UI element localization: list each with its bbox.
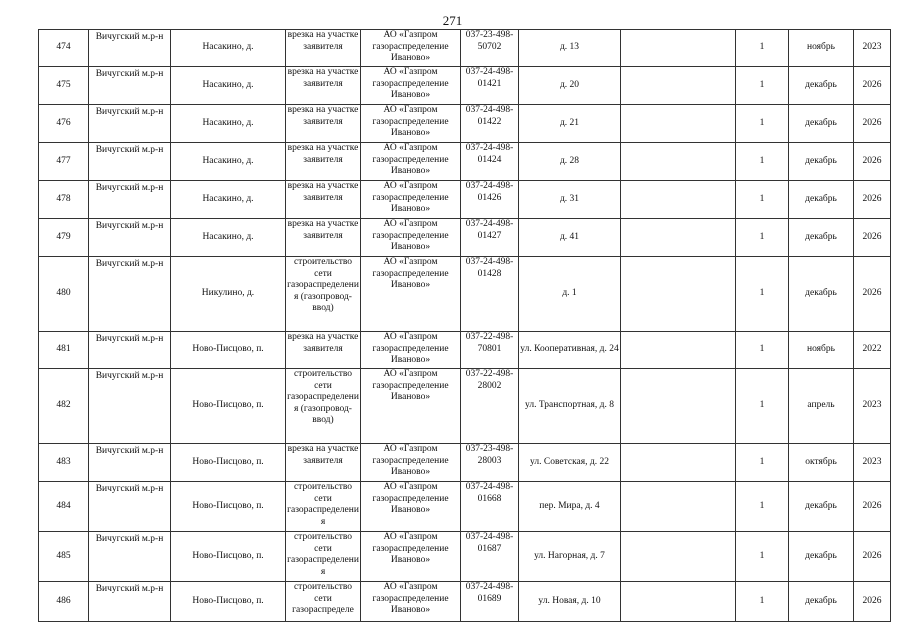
organization-cell: АО «Газпром газораспределение Иваново» bbox=[361, 219, 461, 257]
table-row bbox=[39, 30, 891, 67]
table-row bbox=[39, 181, 891, 219]
page-number: 271 bbox=[442, 13, 463, 28]
empty-cell bbox=[621, 30, 736, 67]
organization-cell: АО «Газпром газораспределение Иваново» bbox=[361, 332, 461, 369]
district-cell: Вичугский м.р-н bbox=[89, 30, 171, 67]
connection-method-cell: врезка на участке заявителя bbox=[286, 181, 361, 219]
empty-cell bbox=[621, 105, 736, 143]
row-number: 483 bbox=[39, 444, 89, 482]
connection-method-cell: строительство сети газораспределения bbox=[286, 532, 361, 582]
table-row bbox=[39, 482, 891, 532]
month-cell: октябрь bbox=[789, 444, 854, 482]
settlement-cell: Ново-Писцово, п. bbox=[171, 582, 286, 622]
request-code-cell: 037-22-498-28002 bbox=[461, 369, 519, 444]
month-cell: ноябрь bbox=[789, 332, 854, 369]
address-cell: д. 31 bbox=[519, 181, 621, 219]
quantity-cell: 1 bbox=[736, 67, 789, 105]
row-number: 481 bbox=[39, 332, 89, 369]
table-row bbox=[39, 532, 891, 582]
district-cell: Вичугский м.р-н bbox=[89, 143, 171, 181]
row-number: 479 bbox=[39, 219, 89, 257]
year-cell: 2026 bbox=[854, 181, 891, 219]
empty-cell bbox=[621, 532, 736, 582]
district-cell: Вичугский м.р-н bbox=[89, 532, 171, 582]
address-cell: д. 13 bbox=[519, 30, 621, 67]
district-cell: Вичугский м.р-н bbox=[89, 257, 171, 332]
row-number: 478 bbox=[39, 181, 89, 219]
address-cell: пер. Мира, д. 4 bbox=[519, 482, 621, 532]
row-number: 480 bbox=[39, 257, 89, 332]
year-cell: 2023 bbox=[854, 369, 891, 444]
month-cell: декабрь bbox=[789, 105, 854, 143]
quantity-cell: 1 bbox=[736, 143, 789, 181]
row-number: 485 bbox=[39, 532, 89, 582]
district-cell: Вичугский м.р-н bbox=[89, 369, 171, 444]
quantity-cell: 1 bbox=[736, 532, 789, 582]
request-code-cell: 037-22-498-70801 bbox=[461, 332, 519, 369]
organization-cell: АО «Газпром газораспределение Иваново» bbox=[361, 444, 461, 482]
request-code-cell: 037-24-498-01427 bbox=[461, 219, 519, 257]
settlement-cell: Насакино, д. bbox=[171, 219, 286, 257]
empty-cell bbox=[621, 582, 736, 622]
settlement-cell: Ново-Писцово, п. bbox=[171, 332, 286, 369]
district-cell: Вичугский м.р-н bbox=[89, 332, 171, 369]
year-cell: 2026 bbox=[854, 143, 891, 181]
table-row bbox=[39, 105, 891, 143]
connection-method-cell: врезка на участке заявителя bbox=[286, 143, 361, 181]
settlement-cell: Насакино, д. bbox=[171, 105, 286, 143]
table-row bbox=[39, 332, 891, 369]
empty-cell bbox=[621, 482, 736, 532]
year-cell: 2026 bbox=[854, 532, 891, 582]
settlement-cell: Никулино, д. bbox=[171, 257, 286, 332]
empty-cell bbox=[621, 444, 736, 482]
row-number: 476 bbox=[39, 105, 89, 143]
request-code-cell: 037-24-498-01424 bbox=[461, 143, 519, 181]
request-code-cell: 037-24-498-01421 bbox=[461, 67, 519, 105]
request-code-cell: 037-24-498-01687 bbox=[461, 532, 519, 582]
quantity-cell: 1 bbox=[736, 257, 789, 332]
district-cell: Вичугский м.р-н bbox=[89, 444, 171, 482]
month-cell: декабрь bbox=[789, 257, 854, 332]
organization-cell: АО «Газпром газораспределение Иваново» bbox=[361, 582, 461, 622]
request-code-cell: 037-24-498-01428 bbox=[461, 257, 519, 332]
settlement-cell: Насакино, д. bbox=[171, 30, 286, 67]
gas-connection-table bbox=[38, 29, 891, 622]
address-cell: ул. Новая, д. 10 bbox=[519, 582, 621, 622]
month-cell: декабрь bbox=[789, 582, 854, 622]
quantity-cell: 1 bbox=[736, 369, 789, 444]
district-cell: Вичугский м.р-н bbox=[89, 181, 171, 219]
settlement-cell: Насакино, д. bbox=[171, 181, 286, 219]
month-cell: декабрь bbox=[789, 532, 854, 582]
request-code-cell: 037-24-498-01689 bbox=[461, 582, 519, 622]
district-cell: Вичугский м.р-н bbox=[89, 482, 171, 532]
year-cell: 2026 bbox=[854, 105, 891, 143]
year-cell: 2023 bbox=[854, 444, 891, 482]
district-cell: Вичугский м.р-н bbox=[89, 67, 171, 105]
connection-method-cell: строительство сети газораспределения (газопровод-ввод) bbox=[286, 257, 361, 332]
empty-cell bbox=[621, 219, 736, 257]
organization-cell: АО «Газпром газораспределение Иваново» bbox=[361, 67, 461, 105]
organization-cell: АО «Газпром газораспределение Иваново» bbox=[361, 257, 461, 332]
row-number: 486 bbox=[39, 582, 89, 622]
table-row bbox=[39, 219, 891, 257]
quantity-cell: 1 bbox=[736, 219, 789, 257]
connection-method-cell: врезка на участке заявителя bbox=[286, 105, 361, 143]
row-number: 475 bbox=[39, 67, 89, 105]
connection-method-cell: врезка на участке заявителя bbox=[286, 67, 361, 105]
request-code-cell: 037-24-498-01426 bbox=[461, 181, 519, 219]
quantity-cell: 1 bbox=[736, 332, 789, 369]
address-cell: д. 41 bbox=[519, 219, 621, 257]
quantity-cell: 1 bbox=[736, 482, 789, 532]
connection-method-cell: врезка на участке заявителя bbox=[286, 332, 361, 369]
row-number: 474 bbox=[39, 30, 89, 67]
month-cell: декабрь bbox=[789, 482, 854, 532]
month-cell: ноябрь bbox=[789, 30, 854, 67]
year-cell: 2026 bbox=[854, 219, 891, 257]
row-number: 484 bbox=[39, 482, 89, 532]
organization-cell: АО «Газпром газораспределение Иваново» bbox=[361, 482, 461, 532]
address-cell: д. 20 bbox=[519, 67, 621, 105]
year-cell: 2026 bbox=[854, 257, 891, 332]
connection-method-cell: врезка на участке заявителя bbox=[286, 219, 361, 257]
settlement-cell: Насакино, д. bbox=[171, 143, 286, 181]
address-cell: ул. Нагорная, д. 7 bbox=[519, 532, 621, 582]
organization-cell: АО «Газпром газораспределение Иваново» bbox=[361, 181, 461, 219]
table-row bbox=[39, 369, 891, 444]
table-row bbox=[39, 67, 891, 105]
empty-cell bbox=[621, 181, 736, 219]
quantity-cell: 1 bbox=[736, 30, 789, 67]
month-cell: апрель bbox=[789, 369, 854, 444]
row-number: 477 bbox=[39, 143, 89, 181]
address-cell: д. 28 bbox=[519, 143, 621, 181]
empty-cell bbox=[621, 332, 736, 369]
year-cell: 2023 bbox=[854, 30, 891, 67]
organization-cell: АО «Газпром газораспределение Иваново» bbox=[361, 30, 461, 67]
district-cell: Вичугский м.р-н bbox=[89, 219, 171, 257]
connection-method-cell: строительство сети газораспределения bbox=[286, 482, 361, 532]
address-cell: ул. Кооперативная, д. 24 bbox=[519, 332, 621, 369]
address-cell: д. 21 bbox=[519, 105, 621, 143]
table-row bbox=[39, 257, 891, 332]
connection-method-cell: врезка на участке заявителя bbox=[286, 30, 361, 67]
settlement-cell: Насакино, д. bbox=[171, 67, 286, 105]
address-cell: ул. Транспортная, д. 8 bbox=[519, 369, 621, 444]
connection-method-cell: строительство сети газораспределения (газопровод-ввод) bbox=[286, 369, 361, 444]
empty-cell bbox=[621, 67, 736, 105]
connection-method-cell: врезка на участке заявителя bbox=[286, 444, 361, 482]
settlement-cell: Ново-Писцово, п. bbox=[171, 482, 286, 532]
month-cell: декабрь bbox=[789, 143, 854, 181]
table-row bbox=[39, 143, 891, 181]
month-cell: декабрь bbox=[789, 67, 854, 105]
request-code-cell: 037-24-498-01422 bbox=[461, 105, 519, 143]
request-code-cell: 037-23-498-50702 bbox=[461, 30, 519, 67]
empty-cell bbox=[621, 369, 736, 444]
settlement-cell: Ново-Писцово, п. bbox=[171, 532, 286, 582]
organization-cell: АО «Газпром газораспределение Иваново» bbox=[361, 105, 461, 143]
organization-cell: АО «Газпром газораспределение Иваново» bbox=[361, 369, 461, 444]
year-cell: 2022 bbox=[854, 332, 891, 369]
row-number: 482 bbox=[39, 369, 89, 444]
address-cell: ул. Советская, д. 22 bbox=[519, 444, 621, 482]
settlement-cell: Ново-Писцово, п. bbox=[171, 369, 286, 444]
organization-cell: АО «Газпром газораспределение Иваново» bbox=[361, 532, 461, 582]
quantity-cell: 1 bbox=[736, 105, 789, 143]
settlement-cell: Ново-Писцово, п. bbox=[171, 444, 286, 482]
month-cell: декабрь bbox=[789, 219, 854, 257]
month-cell: декабрь bbox=[789, 181, 854, 219]
organization-cell: АО «Газпром газораспределение Иваново» bbox=[361, 143, 461, 181]
empty-cell bbox=[621, 257, 736, 332]
district-cell: Вичугский м.р-н bbox=[89, 582, 171, 622]
quantity-cell: 1 bbox=[736, 582, 789, 622]
request-code-cell: 037-24-498-01668 bbox=[461, 482, 519, 532]
year-cell: 2026 bbox=[854, 582, 891, 622]
table-row bbox=[39, 444, 891, 482]
quantity-cell: 1 bbox=[736, 181, 789, 219]
empty-cell bbox=[621, 143, 736, 181]
quantity-cell: 1 bbox=[736, 444, 789, 482]
district-cell: Вичугский м.р-н bbox=[89, 105, 171, 143]
request-code-cell: 037-23-498-28003 bbox=[461, 444, 519, 482]
table-row bbox=[39, 582, 891, 622]
address-cell: д. 1 bbox=[519, 257, 621, 332]
connection-method-cell: строительство сети газораспределе bbox=[286, 582, 361, 622]
table-body bbox=[39, 30, 891, 622]
year-cell: 2026 bbox=[854, 482, 891, 532]
year-cell: 2026 bbox=[854, 67, 891, 105]
